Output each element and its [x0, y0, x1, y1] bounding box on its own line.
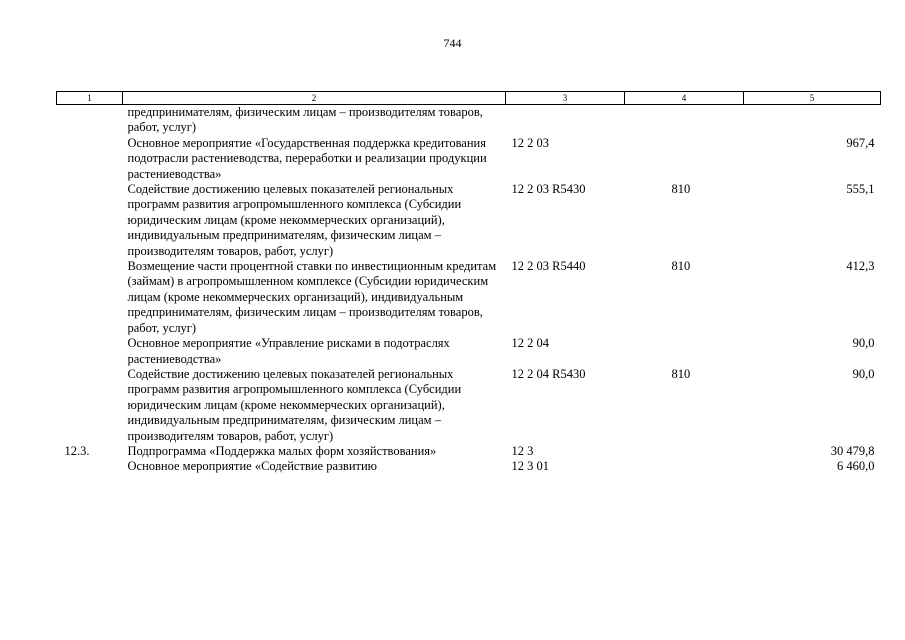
- row-number: [57, 336, 123, 367]
- row-amount: 30 479,8: [830, 443, 875, 458]
- row-amount: 90,0: [852, 366, 875, 381]
- page-number: 744: [443, 36, 462, 50]
- column-header-1: 1: [57, 92, 123, 105]
- table-row: [57, 444, 881, 459]
- row-number: [57, 367, 123, 444]
- row-code: 12 3: [511, 443, 534, 458]
- table-row: [57, 336, 881, 367]
- row-name: Основное мероприятие «Управление рисками в подотраслях растениеводства»: [127, 336, 450, 366]
- budget-table: [56, 91, 881, 475]
- column-header-5: 5: [744, 92, 881, 105]
- row-number: 12.3.: [64, 443, 90, 458]
- row-code: 12 2 03: [511, 135, 549, 150]
- table-row: [57, 182, 881, 259]
- row-number: [57, 459, 123, 474]
- row-number: [57, 136, 123, 182]
- table-row: [57, 105, 881, 136]
- table-row: [57, 459, 881, 474]
- row-number: [57, 182, 123, 259]
- row-amount: 6 460,0: [837, 459, 875, 474]
- column-header-3: 3: [506, 92, 625, 105]
- header-row: [57, 92, 881, 105]
- row-name: Основное мероприятие «Государственная поддержка кредитования подотрасли растениеводства, переработки и реализации продукции растениеводства»: [127, 135, 487, 181]
- row-amount: 967,4: [846, 135, 875, 150]
- row-amount: [744, 105, 881, 136]
- row-number: [57, 259, 123, 336]
- table-body: [57, 105, 881, 475]
- row-number: [57, 105, 123, 136]
- row-expense-type: [625, 136, 744, 182]
- row-code: 12 2 04: [511, 336, 549, 351]
- table-row: [57, 136, 881, 182]
- row-name: Возмещение части процентной ставки по инвестиционным кредитам (займам) в агропромышленном комплексе (Субсидии юридическим лицам (кроме некоммерческих организаций), индивидуальным предпринимателям, физическим лицам – производителям товаров, работ, услуг): [127, 259, 497, 335]
- table-row: [57, 259, 881, 336]
- row-amount: 412,3: [846, 259, 875, 274]
- row-name: Содействие достижению целевых показателей региональных программ развития агропромышленного комплекса (Субсидии юридическим лицам (кроме некоммерческих организаций), индивидуальным предпринимателям, физическим лицам – производителям товаров, работ, услуг): [127, 182, 462, 258]
- row-amount: 90,0: [852, 336, 875, 351]
- row-name: предпринимателям, физическим лицам – производителям товаров, работ, услуг): [127, 105, 483, 135]
- row-expense-type: [625, 336, 744, 367]
- row-name: Подпрограмма «Поддержка малых форм хозяйствования»: [127, 443, 437, 458]
- row-code: 12 2 03 R5430: [511, 182, 586, 197]
- row-code: [506, 105, 625, 136]
- row-expense-type: 810: [671, 366, 691, 381]
- row-amount: 555,1: [846, 182, 875, 197]
- row-code: 12 2 04 R5430: [511, 366, 586, 381]
- column-header-4: 4: [625, 92, 744, 105]
- row-expense-type: 810: [671, 259, 691, 274]
- row-expense-type: [625, 105, 744, 136]
- row-expense-type: [625, 444, 744, 459]
- row-code: 12 3 01: [511, 459, 549, 474]
- table-row: [57, 367, 881, 444]
- row-expense-type: [625, 459, 744, 474]
- row-name: Основное мероприятие «Содействие развитию: [127, 459, 378, 474]
- row-code: 12 2 03 R5440: [511, 259, 586, 274]
- row-name: Содействие достижению целевых показателей региональных программ развития агропромышленного комплекса (Субсидии юридическим лицам (кроме некоммерческих организаций), индивидуальным предпринимателям, физическим лицам – производителям товаров, работ, услуг): [127, 366, 462, 443]
- row-expense-type: 810: [671, 182, 691, 197]
- column-header-2: 2: [123, 92, 506, 105]
- table-header: [57, 92, 881, 105]
